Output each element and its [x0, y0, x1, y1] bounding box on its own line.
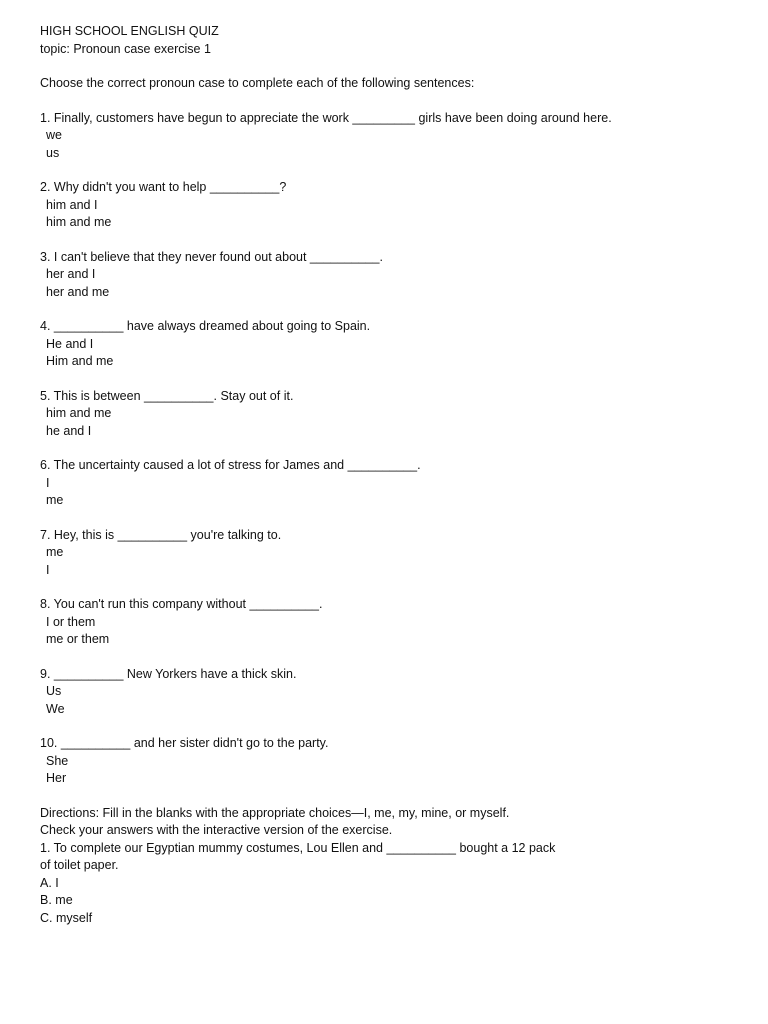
answer-option: I — [46, 562, 50, 577]
question-8 — [40, 596, 740, 649]
question-9 — [40, 666, 740, 719]
question-7 — [40, 527, 740, 580]
spacer — [40, 93, 740, 110]
answer-option: I — [46, 475, 50, 490]
question-text: 4. __________ have always dreamed about going to Spain. — [40, 319, 371, 333]
section-2-directions: Directions: Fill in the blanks with the appropriate choices—I, me, my, mine, or myself. — [40, 805, 510, 820]
quiz-content — [40, 23, 740, 927]
answer-option: he and I — [46, 423, 92, 438]
question-6 — [40, 457, 740, 510]
spacer — [40, 58, 740, 75]
answer-option: me — [46, 493, 64, 507]
answer-option: us — [46, 145, 60, 160]
answer-option: me or them — [46, 632, 110, 646]
question-5 — [40, 388, 740, 441]
answer-option: him and me — [46, 406, 112, 420]
question-text: 10. __________ and her sister didn't go to the party. — [40, 736, 329, 750]
answer-option: She — [46, 753, 69, 768]
question-1 — [40, 110, 740, 163]
quiz-title: HIGH SCHOOL ENGLISH QUIZ — [40, 24, 219, 38]
question-2 — [40, 179, 740, 232]
answer-option: him and I — [46, 197, 98, 212]
answer-option: We — [46, 701, 65, 716]
answer-option: A. I — [40, 875, 59, 890]
answer-option: He and I — [46, 336, 94, 351]
question-10 — [40, 735, 740, 788]
answer-option: we — [46, 128, 62, 142]
question-text: 9. __________ New Yorkers have a thick skin. — [40, 666, 297, 681]
answer-option: me — [46, 545, 64, 559]
section-2 — [40, 805, 740, 928]
question-text: 2. Why didn't you want to help __________? — [40, 180, 287, 194]
answer-option: C. myself — [40, 910, 93, 925]
question-text: 1. Finally, customers have begun to appreciate the work _________ girls have been doing around here. — [40, 110, 612, 125]
section-2-check-note: Check your answers with the interactive version of the exercise. — [40, 823, 393, 837]
quiz-topic: topic: Pronoun case exercise 1 — [40, 41, 211, 56]
question-text: 8. You can't run this company without __________. — [40, 597, 323, 611]
answer-option: her and me — [46, 284, 110, 299]
section-2-question-text: 1. To complete our Egyptian mummy costumes, Lou Ellen and __________ bought a 12 pack — [40, 840, 556, 855]
question-3 — [40, 249, 740, 302]
answer-option: Her — [46, 771, 67, 785]
question-4 — [40, 318, 740, 371]
quiz-instructions: Choose the correct pronoun case to complete each of the following sentences: — [40, 76, 475, 90]
question-text: 3. I can't believe that they never found out about __________. — [40, 249, 383, 264]
section-2-question-text-cont: of toilet paper. — [40, 858, 119, 872]
answer-option: Him and me — [46, 354, 114, 368]
answer-option: her and I — [46, 267, 96, 281]
question-text: 6. The uncertainty caused a lot of stress for James and __________. — [40, 458, 421, 472]
question-text: 5. This is between __________. Stay out of it. — [40, 388, 294, 403]
answer-option: him and me — [46, 215, 112, 229]
answer-option: Us — [46, 684, 62, 698]
answer-option: I or them — [46, 614, 96, 629]
question-text: 7. Hey, this is __________ you're talking to. — [40, 527, 282, 542]
answer-option: B. me — [40, 893, 73, 907]
